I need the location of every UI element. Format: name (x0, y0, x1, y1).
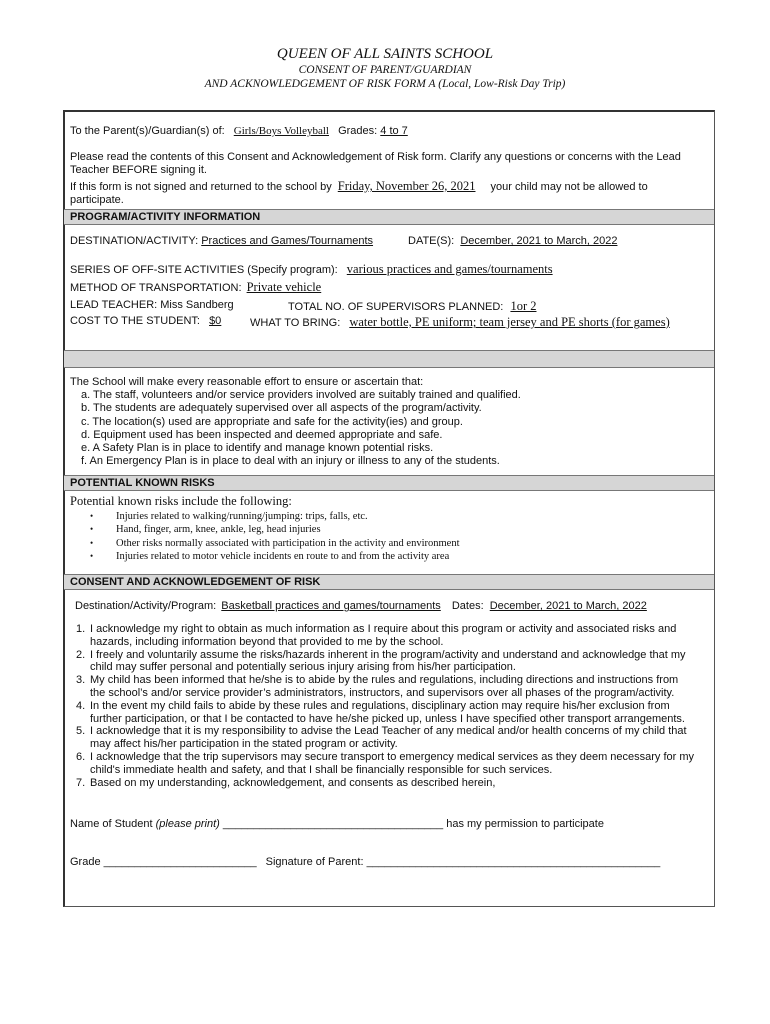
list-item: c. The location(s) used are appropriate and safe for the activity(ies) and group. (81, 415, 463, 428)
recipient-label: To the Parent(s)/Guardian(s) of: (70, 125, 225, 137)
item-text: I acknowledge that it is my responsibility to advise the Lead Teacher of any medical and/or health concerns of my child that (90, 725, 687, 738)
list-item (70, 777, 715, 790)
transport-value[interactable]: Private vehicle (246, 280, 322, 294)
risks-heading: POTENTIAL KNOWN RISKS (64, 475, 714, 491)
student-name-field[interactable]: ____________________________________ (222, 818, 444, 830)
list-item: a. The staff, volunteers and/or service providers involved are suitably trained and qualified. (81, 389, 521, 401)
list-item: • Injuries related to walking/running/jumping: trips, falls, etc. (90, 510, 460, 523)
item-text: In the event my child fails to abide by these rules and regulations, disciplinary action may require his/her exclusion from (90, 699, 670, 712)
deadline-line-2: participate. (70, 194, 124, 206)
series-line (70, 262, 553, 277)
grades-value[interactable]: 4 to 7 (380, 125, 408, 137)
grades-label: Grades: (338, 125, 378, 137)
grade-field[interactable]: _________________________ (103, 856, 257, 868)
list-item (70, 649, 715, 675)
supervisors-line (288, 299, 536, 314)
student-name-hint: (please print) (155, 818, 220, 830)
instructions-line-1: Please read the contents of this Consent and Acknowledgement of Risk form. Clarify any questions or concerns with the Lead (70, 151, 681, 163)
item-text-cont: child's immediate health and safety, and that I shall be financially responsible for such services. (90, 763, 553, 776)
bring-value[interactable]: water bottle, PE uniform; team jersey and PE shorts (for games) (349, 315, 670, 329)
deadline-date[interactable]: Friday, November 26, 2021 (337, 179, 476, 193)
item-text-cont: hazards, including information beyond that provided to me by the school. (90, 635, 444, 648)
risks-intro: Potential known risks include the following: (70, 494, 292, 508)
list-item: • Other risks normally associated with participation in the activity and environment (90, 537, 460, 550)
cost-line (70, 315, 231, 327)
consent-dates-label: Dates: (451, 600, 484, 612)
list-item (70, 751, 715, 777)
school-name: QUEEN OF ALL SAINTS SCHOOL (276, 46, 494, 62)
deadline-tail: your child may not be allowed to (490, 181, 648, 193)
supervisors-value[interactable]: 1or 2 (510, 299, 537, 313)
destination-label: DESTINATION/ACTIVITY: (70, 235, 199, 247)
item-text: I acknowledge that the trip supervisors may secure transport to emergency medical services as they deem necessary for my (90, 750, 695, 763)
series-label: SERIES OF OFF-SITE ACTIVITIES (Specify program): (70, 264, 338, 276)
consent-program-line (75, 600, 659, 612)
signature-label: Signature of Parent: (265, 856, 364, 868)
recipient-value[interactable]: Girls/Boys Volleyball (233, 125, 329, 137)
supervisors-label: TOTAL NO. OF SUPERVISORS PLANNED: (288, 301, 504, 313)
item-text: My child has been informed that he/she is to abide by the rules and regulations, including directions and instructions from (90, 674, 679, 687)
instructions (70, 151, 681, 177)
consent-program-value[interactable]: Basketball practices and games/tournaments (221, 600, 441, 612)
instructions-line-2: Teacher BEFORE signing it. (70, 164, 207, 176)
destination-line (70, 235, 373, 247)
item-number: 1. (76, 623, 86, 635)
list-item (70, 623, 715, 649)
blank-band (64, 350, 714, 368)
bring-label: WHAT TO BRING: (250, 317, 341, 329)
list-item (70, 674, 715, 700)
consent-program-label: Destination/Activity/Program: (75, 600, 217, 612)
destination-value[interactable]: Practices and Games/Tournaments (201, 235, 374, 247)
transport-label: METHOD OF TRANSPORTATION: (70, 282, 242, 294)
assurance-intro: The School will make every reasonable effort to ensure or ascertain that: (70, 376, 424, 388)
item-number: 2. (76, 648, 86, 661)
item-text-cont: may affect his/her participation in the stated program or activity. (90, 738, 398, 751)
grade-label: Grade (70, 856, 101, 868)
return-deadline (70, 180, 648, 207)
consent-dates-value[interactable]: December, 2021 to March, 2022 (489, 600, 647, 612)
item-text-cont: the school’s and/or service provider’s administrators, instructors, and supervisors over all phases of the program/activity. (90, 686, 675, 699)
consent-list (70, 623, 715, 789)
lead-teacher: LEAD TEACHER: Miss Sandberg (70, 299, 234, 311)
risks-list (90, 510, 460, 563)
cost-value[interactable]: $0 (209, 315, 222, 327)
cost-label: COST TO THE STUDENT: (70, 315, 200, 327)
item-text: I acknowledge my right to obtain as much information as I require about this program or activity and associated risks and (90, 623, 677, 635)
program-heading: PROGRAM/ACTIVITY INFORMATION (64, 209, 714, 225)
item-text-cont: further participation, or that I be contacted to have he/she picked up, unless I have specified other transport arrangements. (90, 712, 685, 725)
signature-field[interactable]: ________________________________________________ (366, 856, 661, 868)
assurance-list (81, 389, 521, 469)
list-item: e. A Safety Plan is in place to identify and manage known potential risks. (81, 442, 434, 455)
item-text: I freely and voluntarily assume the risks/hazards inherent in the program/activity and understand and acknowledge that my (90, 648, 686, 661)
student-name-line (70, 818, 604, 830)
form-title: AND ACKNOWLEDGEMENT OF RISK FORM A (Local, Low-Risk Day Trip) (204, 78, 566, 90)
item-text: Based on my understanding, acknowledgement, and consents as described herein, (90, 776, 496, 789)
consent-heading: CONSENT AND ACKNOWLEDGEMENT OF RISK (64, 574, 714, 590)
deadline-label: If this form is not signed and returned to the school by (70, 181, 332, 193)
item-number: 3. (76, 674, 86, 687)
list-item: b. The students are adequately supervised over all aspects of the program/activity. (81, 402, 482, 415)
list-item (70, 725, 715, 751)
list-item: • Hand, finger, arm, knee, ankle, leg, head injuries (90, 523, 460, 536)
list-item: d. Equipment used has been inspected and deemed appropriate and safe. (81, 428, 443, 441)
document-header (0, 46, 770, 91)
item-number: 7. (76, 776, 86, 789)
permission-text: has my permission to participate (446, 818, 604, 830)
recipient-line (70, 125, 408, 137)
bring-line (250, 315, 670, 330)
item-number: 4. (76, 699, 86, 712)
transport-line (70, 280, 321, 295)
series-value[interactable]: various practices and games/tournaments (346, 262, 553, 276)
item-text-cont: child may suffer personal and potentially serious injury arising from his/her participation. (90, 661, 516, 674)
item-number: 5. (76, 725, 86, 738)
dates-value[interactable]: December, 2021 to March, 2022 (460, 235, 618, 247)
dates-label: DATE(S): (408, 235, 455, 247)
dates-line (408, 235, 617, 247)
form-subtitle: CONSENT OF PARENT/GUARDIAN (298, 64, 472, 76)
list-item: • Injuries related to motor vehicle incidents en route to and from the activity area (90, 550, 460, 563)
list-item (70, 700, 715, 726)
signature-line (70, 856, 660, 868)
student-name-label: Name of Student (70, 818, 153, 830)
list-item: f. An Emergency Plan is in place to deal with an injury or illness to any of the students. (81, 455, 500, 468)
item-number: 6. (76, 750, 86, 763)
